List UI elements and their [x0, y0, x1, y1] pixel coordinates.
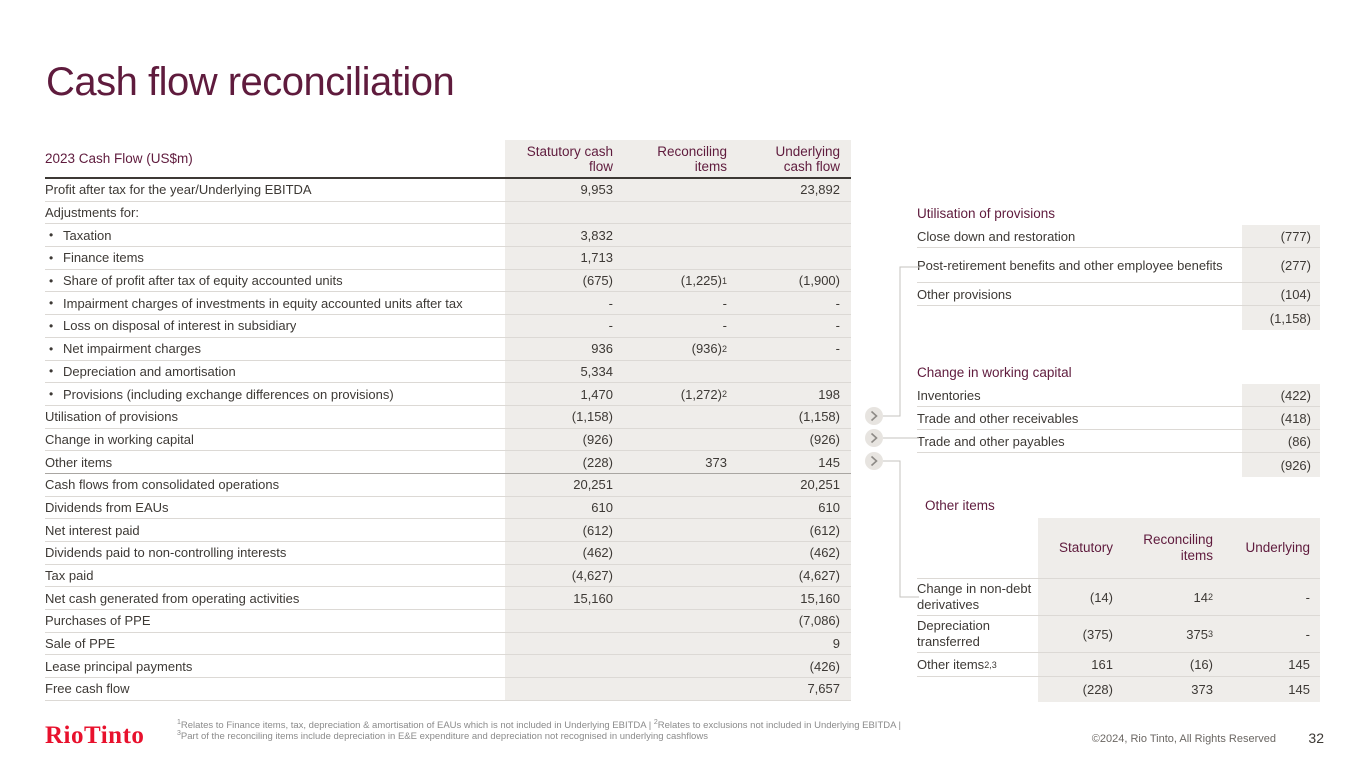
row-label-text: Dividends paid to non-controlling interests	[45, 545, 287, 561]
copyright-text: ©2024, Rio Tinto, All Rights Reserved	[1091, 733, 1276, 745]
connector-line-other-items	[883, 461, 919, 597]
cell-underlying: 15,160	[731, 587, 851, 609]
cell-reconciling	[617, 202, 731, 224]
row-label	[45, 270, 505, 292]
column-header-underlying: Underlying cash flow	[731, 140, 851, 177]
row-label: Change in non-debt derivatives	[917, 581, 1032, 612]
row-label	[917, 677, 1038, 702]
cell-statutory: 1,713	[505, 247, 617, 269]
cell-reconciling	[617, 542, 731, 564]
working-capital-table-title: Change in working capital	[917, 365, 1072, 380]
table-row	[45, 270, 851, 293]
cell-underlying: 145	[1222, 653, 1320, 676]
cell-statutory: (1,158)	[505, 406, 617, 428]
row-label-text: • Net impairment charges	[63, 341, 201, 357]
table-row	[45, 429, 851, 452]
row-label	[45, 497, 505, 519]
cell-statutory: (926)	[505, 429, 617, 451]
row-label-text: Sale of PPE	[45, 636, 116, 652]
cell-total: (1,158)	[1242, 306, 1320, 330]
cell-statutory: 15,160	[505, 587, 617, 609]
row-label-text: Utilisation of provisions	[45, 409, 178, 425]
row-label-text: Adjustments for:	[45, 205, 139, 221]
cell-statutory: (4,627)	[505, 565, 617, 587]
provisions-table	[917, 202, 1320, 330]
cell-underlying: 9	[731, 633, 851, 655]
cell-statutory: (228)	[505, 451, 617, 473]
cell-statutory: 5,334	[505, 361, 617, 383]
cell-reconciling	[617, 224, 731, 246]
table-row	[45, 474, 851, 497]
cell-underlying: (612)	[731, 519, 851, 541]
column-header-reconciling: Reconciling items	[617, 140, 731, 177]
column-header-statutory: Statutory	[1038, 518, 1122, 578]
cell-reconciling	[617, 655, 731, 677]
row-label-text: • Taxation	[63, 227, 112, 243]
row-label: Trade and other payables	[917, 433, 1065, 449]
cell-value: (422)	[1242, 384, 1320, 406]
table-row	[45, 338, 851, 361]
row-label	[45, 474, 505, 496]
cell-underlying: 20,251	[731, 474, 851, 496]
chevron-right-icon[interactable]	[865, 429, 883, 447]
cell-reconciling: 14 2	[1122, 579, 1222, 615]
cell-underlying: 7,657	[731, 678, 851, 700]
table-row	[45, 292, 851, 315]
row-label: Other items 2,3	[917, 656, 997, 672]
footnotes	[177, 718, 939, 742]
table-row	[45, 361, 851, 384]
provisions-table-title: Utilisation of provisions	[917, 206, 1056, 221]
row-label	[917, 453, 1242, 477]
working-capital-table	[917, 361, 1320, 477]
cell-reconciling	[617, 179, 731, 201]
cell-reconciling: (16)	[1122, 653, 1222, 676]
cell-underlying	[731, 361, 851, 383]
other-items-table-title: Other items	[925, 498, 995, 513]
table-row	[917, 283, 1320, 306]
cell-underlying: -	[1222, 616, 1320, 652]
table-row	[917, 578, 1320, 615]
row-label	[45, 247, 505, 269]
other-items-table-rows	[917, 578, 1320, 702]
cell-reconciling	[617, 474, 731, 496]
row-label-text: • Finance items	[63, 250, 144, 266]
cell-value: (277)	[1242, 248, 1320, 282]
cell-reconciling: -	[617, 315, 731, 337]
table-row	[45, 247, 851, 270]
column-header-reconciling-items: Reconciling items	[1122, 518, 1222, 578]
provisions-table-rows	[917, 225, 1320, 330]
table-row	[45, 224, 851, 247]
cell-statutory: (228)	[1038, 677, 1122, 702]
row-label-text: • Loss on disposal of interest in subsidiary	[63, 318, 297, 334]
table-row	[917, 652, 1320, 676]
row-label	[45, 406, 505, 428]
cell-reconciling: 375 3	[1122, 616, 1222, 652]
cell-underlying: -	[1222, 579, 1320, 615]
row-label-text: Tax paid	[45, 568, 94, 584]
row-label	[917, 306, 1242, 330]
table-row	[45, 383, 851, 406]
row-label	[45, 383, 505, 405]
cell-statutory: 1,470	[505, 383, 617, 405]
cell-underlying: 23,892	[731, 179, 851, 201]
row-label-text: • Provisions (including exchange differences on provisions)	[63, 386, 394, 402]
table-row	[45, 655, 851, 678]
row-label	[45, 429, 505, 451]
cell-reconciling	[617, 519, 731, 541]
table-row	[45, 633, 851, 656]
cell-reconciling	[617, 361, 731, 383]
table-row	[45, 451, 851, 474]
cell-underlying: -	[731, 338, 851, 360]
cell-underlying: (426)	[731, 655, 851, 677]
table-row	[45, 519, 851, 542]
row-label	[45, 655, 505, 677]
row-label: Post-retirement benefits and other employee benefits	[917, 257, 1223, 273]
row-label-text: • Impairment charges of investments in equity accounted units after tax	[63, 295, 463, 311]
column-header-statutory: Statutory cash flow	[505, 140, 617, 177]
row-label	[45, 202, 505, 224]
connector-lines	[855, 255, 921, 607]
table-row	[45, 542, 851, 565]
footnote-line: $^3$Part of the reconciling items include depreciation in E&E expenditure and depreciation not recognised in underlying cashflows	[177, 729, 708, 742]
cell-underlying: -	[731, 315, 851, 337]
page-number: 32	[1308, 730, 1324, 746]
table-row	[917, 248, 1320, 283]
row-label	[45, 565, 505, 587]
cell-underlying: (1,158)	[731, 406, 851, 428]
cell-statutory	[505, 610, 617, 632]
table-row	[45, 202, 851, 225]
cell-underlying: 610	[731, 497, 851, 519]
row-label-text: Dividends from EAUs	[45, 499, 169, 515]
row-label-text: • Share of profit after tax of equity accounted units	[63, 273, 343, 289]
row-label	[45, 542, 505, 564]
cell-value: (418)	[1242, 407, 1320, 429]
chevron-right-icon[interactable]	[865, 452, 883, 470]
row-label	[45, 678, 505, 700]
row-label	[45, 519, 505, 541]
connector-line-provisions	[883, 267, 919, 416]
row-label	[45, 292, 505, 314]
rio-tinto-logo: RioTinto	[45, 722, 145, 749]
cell-reconciling	[617, 406, 731, 428]
row-label-text: • Depreciation and amortisation	[63, 363, 236, 379]
table-row	[45, 315, 851, 338]
row-label-text: Net interest paid	[45, 522, 140, 538]
cell-total: (926)	[1242, 453, 1320, 477]
cell-underlying	[731, 224, 851, 246]
table-row	[45, 179, 851, 202]
main-table-rows	[45, 179, 851, 701]
row-label-text: Cash flows from consolidated operations	[45, 477, 280, 493]
cell-reconciling: -	[617, 292, 731, 314]
cell-reconciling	[617, 678, 731, 700]
cell-statutory: 9,953	[505, 179, 617, 201]
table-row	[917, 615, 1320, 652]
table-row	[45, 610, 851, 633]
table-total-row	[917, 676, 1320, 702]
cell-reconciling	[617, 587, 731, 609]
page-title: Cash flow reconciliation	[46, 60, 455, 104]
cell-value: (777)	[1242, 225, 1320, 247]
cell-statutory: (462)	[505, 542, 617, 564]
row-label	[45, 587, 505, 609]
cell-statutory	[505, 655, 617, 677]
table-row	[917, 407, 1320, 430]
cell-underlying: 145	[1222, 677, 1320, 702]
row-label	[45, 361, 505, 383]
row-label: Close down and restoration	[917, 228, 1076, 244]
row-label-text: Change in working capital	[45, 431, 194, 447]
row-label	[45, 224, 505, 246]
cell-statutory	[505, 202, 617, 224]
table-total-row	[917, 306, 1320, 330]
cell-value: (104)	[1242, 283, 1320, 305]
row-label: Inventories	[917, 387, 981, 403]
column-header-underlying: Underlying	[1222, 518, 1320, 578]
other-items-table-header	[917, 518, 1320, 578]
cell-statutory	[505, 633, 617, 655]
cell-reconciling: (1,272) 2	[617, 383, 731, 405]
cell-statutory: (612)	[505, 519, 617, 541]
row-label-text: Purchases of PPE	[45, 613, 151, 629]
cell-underlying: 145	[731, 451, 851, 473]
cell-statutory	[505, 678, 617, 700]
row-label	[45, 179, 505, 201]
cell-reconciling: (936) 2	[617, 338, 731, 360]
cell-value: (86)	[1242, 430, 1320, 452]
table-row	[917, 384, 1320, 407]
cell-statutory: 161	[1038, 653, 1122, 676]
table-total-row	[917, 453, 1320, 477]
cell-underlying	[731, 247, 851, 269]
cash-flow-table-header	[45, 140, 851, 179]
cell-underlying: (462)	[731, 542, 851, 564]
table-row	[917, 225, 1320, 248]
table-row	[45, 678, 851, 701]
row-label	[45, 315, 505, 337]
row-label-text: Other items	[45, 454, 113, 470]
cell-reconciling	[617, 429, 731, 451]
row-label: Trade and other receivables	[917, 410, 1079, 426]
cell-reconciling: (1,225) 1	[617, 270, 731, 292]
cell-underlying: (1,900)	[731, 270, 851, 292]
row-label-text: Free cash flow	[45, 681, 130, 697]
row-label	[45, 633, 505, 655]
table-row	[45, 406, 851, 429]
row-label	[45, 451, 505, 473]
table-row	[45, 565, 851, 588]
table-row	[917, 430, 1320, 453]
cell-statutory: (14)	[1038, 579, 1122, 615]
cash-flow-table	[45, 140, 851, 701]
cell-underlying: (4,627)	[731, 565, 851, 587]
table-row	[45, 497, 851, 520]
table-title: 2023 Cash Flow (US$m)	[45, 151, 193, 166]
cell-underlying: (7,086)	[731, 610, 851, 632]
cell-statutory: 3,832	[505, 224, 617, 246]
table-row	[45, 587, 851, 610]
row-label-text: Net cash generated from operating activities	[45, 590, 300, 606]
row-label	[45, 338, 505, 360]
cell-statutory: (675)	[505, 270, 617, 292]
chevron-right-icon[interactable]	[865, 407, 883, 425]
cell-reconciling	[617, 565, 731, 587]
cell-reconciling: 373	[1122, 677, 1222, 702]
cell-reconciling	[617, 497, 731, 519]
working-capital-table-rows	[917, 384, 1320, 477]
cell-statutory: -	[505, 292, 617, 314]
cell-statutory: (375)	[1038, 616, 1122, 652]
other-items-table	[917, 518, 1320, 702]
row-label: Other provisions	[917, 286, 1012, 302]
cell-reconciling	[617, 633, 731, 655]
cell-statutory: 936	[505, 338, 617, 360]
cell-underlying: -	[731, 292, 851, 314]
row-label	[45, 610, 505, 632]
cell-underlying: (926)	[731, 429, 851, 451]
row-label-text: Profit after tax for the year/Underlying EBITDA	[45, 182, 312, 198]
cell-statutory: 610	[505, 497, 617, 519]
cell-statutory: 20,251	[505, 474, 617, 496]
row-label: Depreciation transferred	[917, 618, 990, 649]
footnote-line: $^1$Relates to Finance items, tax, depreciation & amortisation of EAUs which is not included in Underlying EBITDA | $^2$Relates to exclusions not included in Underlying EBITDA |	[177, 718, 902, 731]
cell-reconciling	[617, 247, 731, 269]
cell-underlying: 198	[731, 383, 851, 405]
row-label-text: Lease principal payments	[45, 658, 193, 674]
cell-reconciling: 373	[617, 451, 731, 473]
cell-statutory: -	[505, 315, 617, 337]
cell-reconciling	[617, 610, 731, 632]
cell-underlying	[731, 202, 851, 224]
